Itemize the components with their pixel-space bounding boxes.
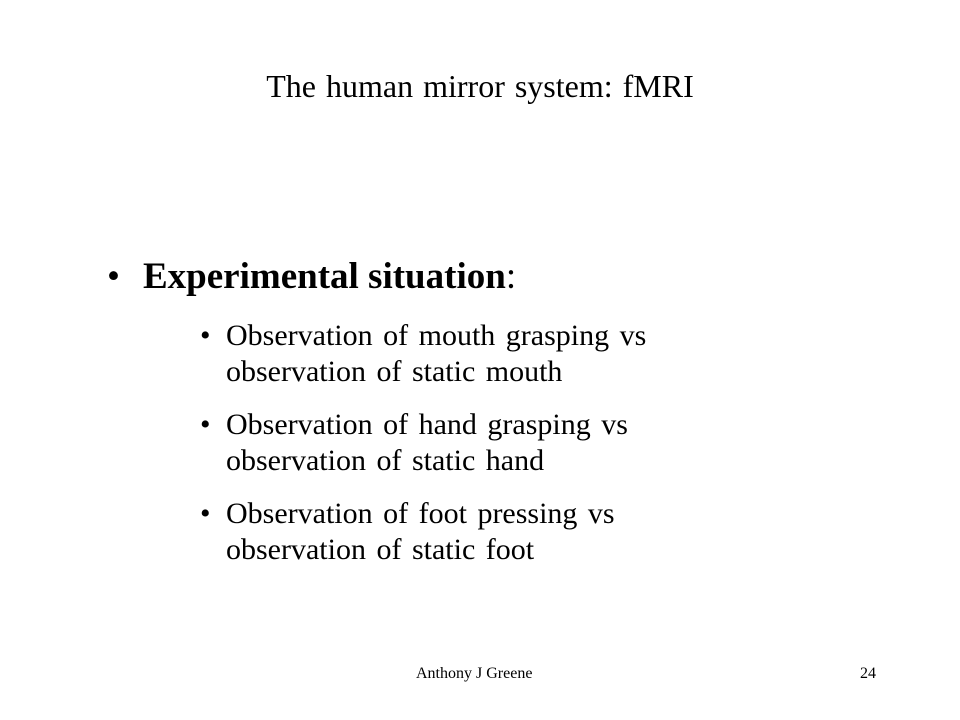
sub-bullet-line: Observation of mouth grasping vs <box>226 319 647 352</box>
sub-bullet-list <box>200 318 820 585</box>
sub-bullet-line: observation of static foot <box>226 533 535 566</box>
sub-bullet-line: observation of static mouth <box>226 355 563 388</box>
sub-bullet-line: Observation of hand grasping vs <box>226 408 628 441</box>
main-bullet-colon: : <box>505 256 517 297</box>
main-bullet <box>107 253 516 301</box>
sub-bullet-line: observation of static hand <box>226 444 545 477</box>
footer-page-number: 24 <box>860 665 876 682</box>
slide-title: The human mirror system: fMRI <box>266 68 694 104</box>
sub-bullet-dot: • <box>200 497 211 530</box>
sub-bullet-item <box>200 318 820 390</box>
sub-bullet-item <box>200 407 820 479</box>
sub-bullet-dot: • <box>200 319 211 352</box>
bullet-dot: • <box>107 256 120 297</box>
sub-bullet-dot: • <box>200 408 211 441</box>
main-bullet-heading: Experimental situation <box>143 256 506 297</box>
sub-bullet-item <box>200 496 820 568</box>
sub-bullet-line: Observation of foot pressing vs <box>226 497 615 530</box>
footer-author: Anthony J Greene <box>416 665 533 682</box>
